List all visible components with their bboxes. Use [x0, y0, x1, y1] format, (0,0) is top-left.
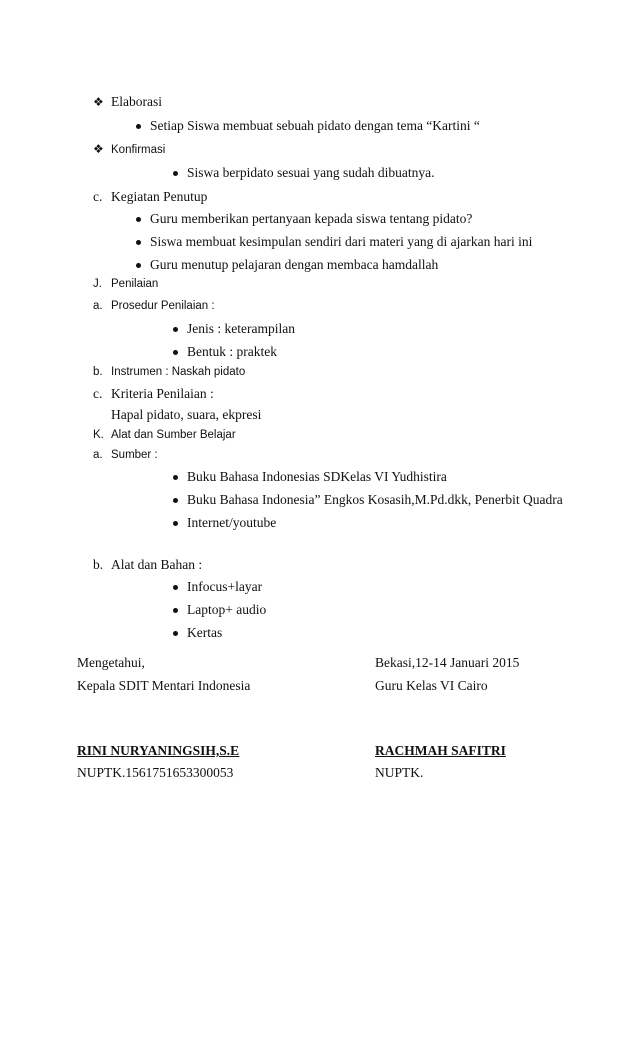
- bullet-dot-icon: [173, 327, 178, 332]
- kriteria-marker: c.: [93, 386, 103, 401]
- penutup-item: Siswa membuat kesimpulan sendiri dari materi yang di ajarkan hari ini: [150, 234, 533, 249]
- kriteria-heading: Kriteria Penilaian :: [111, 386, 214, 401]
- sign-right-id: NUPTK.: [375, 765, 424, 780]
- bullet-dot-icon: [173, 585, 178, 590]
- bullet-dot-icon: [136, 217, 141, 222]
- penilaian-marker: J.: [93, 278, 102, 290]
- sumber-marker: a.: [93, 449, 103, 461]
- sumber-item: Internet/youtube: [187, 515, 277, 530]
- bullet-dot-icon: [136, 240, 141, 245]
- bullet-dot-icon: [173, 631, 178, 636]
- bullet-dot-icon: [136, 263, 141, 268]
- penutup-item: Guru menutup pelajaran dengan membaca hamdallah: [150, 257, 439, 272]
- konfirmasi-item: Siswa berpidato sesuai yang sudah dibuatnya.: [187, 165, 435, 180]
- sign-right-name: RACHMAH SAFITRI: [375, 743, 506, 758]
- penutup-heading: Kegiatan Penutup: [111, 189, 208, 204]
- kriteria-detail: Hapal pidato, suara, ekpresi: [111, 407, 262, 422]
- sumber-item: Buku Bahasa Indonesia” Engkos Kosasih,M.Pd.dkk, Penerbit Quadra: [187, 492, 563, 507]
- sign-left-id: NUPTK.1561751653300053: [77, 765, 234, 780]
- diamond-bullet-icon: ❖: [93, 142, 104, 156]
- alat-sumber-marker: K.: [93, 429, 104, 441]
- prosedur-heading: Prosedur Penilaian :: [111, 300, 215, 312]
- alat-bahan-marker: b.: [93, 557, 104, 572]
- penutup-item: Guru memberikan pertanyaan kepada siswa tentang pidato?: [150, 211, 473, 226]
- penilaian-heading: Penilaian: [111, 278, 159, 290]
- bullet-dot-icon: [173, 350, 178, 355]
- penutup-marker: c.: [93, 189, 103, 204]
- instrumen-heading: Instrumen : Naskah pidato: [111, 366, 246, 378]
- bullet-dot-icon: [173, 608, 178, 613]
- alat-sumber-heading: Alat dan Sumber Belajar: [111, 429, 236, 441]
- bullet-dot-icon: [136, 124, 141, 129]
- bullet-dot-icon: [173, 171, 178, 176]
- alat-bahan-item: Laptop+ audio: [187, 602, 267, 617]
- sign-right-line2: Guru Kelas VI Cairo: [375, 678, 488, 693]
- bullet-dot-icon: [173, 475, 178, 480]
- alat-bahan-heading: Alat dan Bahan :: [111, 557, 203, 572]
- sumber-item: Buku Bahasa Indonesias SDKelas VI Yudhistira: [187, 469, 447, 484]
- prosedur-item: Bentuk : praktek: [187, 344, 277, 359]
- elaborasi-item: Setiap Siswa membuat sebuah pidato dengan tema “Kartini “: [150, 118, 480, 133]
- elaborasi-heading: Elaborasi: [111, 94, 162, 109]
- instrumen-marker: b.: [93, 366, 103, 378]
- diamond-bullet-icon: ❖: [93, 95, 104, 109]
- alat-bahan-item: Infocus+layar: [187, 579, 263, 594]
- prosedur-item: Jenis : keterampilan: [187, 321, 295, 336]
- sign-left-name: RINI NURYANINGSIH,S.E: [77, 743, 240, 758]
- bullet-dot-icon: [173, 521, 178, 526]
- sign-left-line2: Kepala SDIT Mentari Indonesia: [77, 678, 251, 693]
- sign-left-line1: Mengetahui,: [77, 655, 145, 670]
- sumber-heading: Sumber :: [111, 449, 158, 461]
- bullet-dot-icon: [173, 498, 178, 503]
- prosedur-marker: a.: [93, 300, 103, 312]
- konfirmasi-heading: Konfirmasi: [111, 144, 166, 156]
- alat-bahan-item: Kertas: [187, 625, 223, 640]
- sign-right-line1: Bekasi,12-14 Januari 2015: [375, 655, 520, 670]
